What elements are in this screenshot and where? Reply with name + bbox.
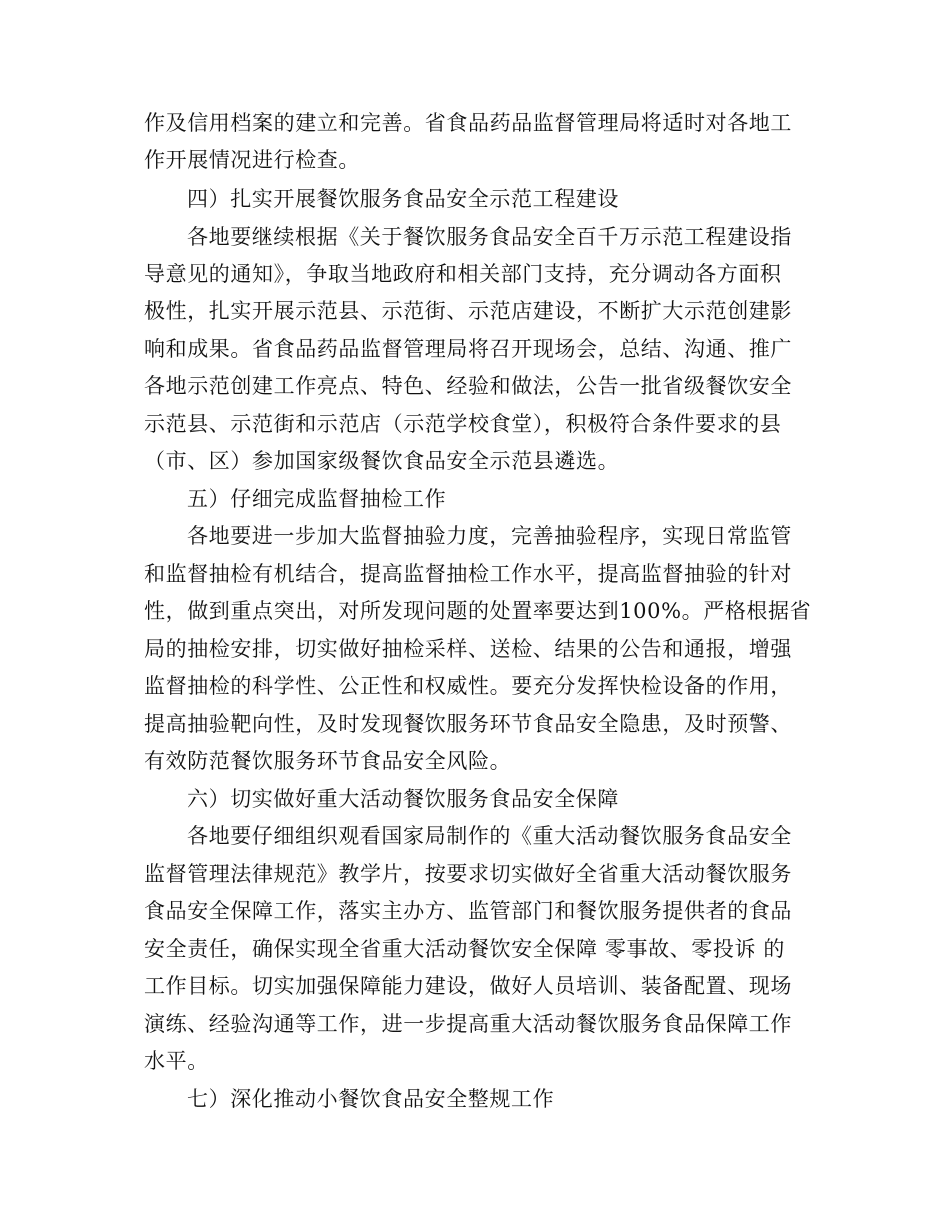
paragraph-line: 有效防范餐饮服务环节食品安全风险。 (144, 749, 512, 773)
paragraph-line: 和监督抽检有机结合，提高监督抽检工作水平，提高监督抽验的针对 (144, 562, 792, 586)
paragraph-line: 监督管理法律规范》教学片，按要求切实做好全省重大活动餐饮服务 (144, 862, 792, 886)
section-heading: 四）扎实开展餐饮服务食品安全示范工程建设 (187, 187, 619, 211)
paragraph-line: 水平。 (144, 1049, 209, 1073)
section-heading: 七）深化推动小餐饮食品安全整规工作 (187, 1087, 555, 1111)
paragraph-line: 食品安全保障工作，落实主办方、监管部门和餐饮服务提供者的食品 (144, 899, 792, 923)
paragraph-line: 作及信用档案的建立和完善。省食品药品监督管理局将适时对各地工 (144, 111, 792, 135)
paragraph-line: 作开展情况进行检查。 (144, 148, 360, 172)
paragraph-line: 各地要仔细组织观看国家局制作的《重大活动餐饮服务食品安全 (187, 824, 792, 848)
paragraph-line: 局的抽检安排，切实做好抽检采样、送检、结果的公告和通报，增强 (144, 637, 792, 661)
paragraph-line: 示范县、示范街和示范店（示范学校食堂），积极符合条件要求的县 (144, 412, 782, 436)
section-heading: 五）仔细完成监督抽检工作 (187, 487, 447, 511)
paragraph-line: （市、区）参加国家级餐饮食品安全示范县遴选。 (144, 449, 620, 473)
paragraph-line: 性，做到重点突出，对所发现问题的处置率要达到100%。严格根据省 (144, 599, 812, 623)
paragraph-line: 演练、经验沟通等工作，进一步提高重大活动餐饮服务食品保障工作 (144, 1012, 792, 1036)
paragraph-line: 各地要继续根据《关于餐饮服务食品安全百千万示范工程建设指 (187, 225, 792, 249)
paragraph-line: 工作目标。切实加强保障能力建设，做好人员培训、装备配置、现场 (144, 974, 792, 998)
paragraph-line: 监督抽检的科学性、公正性和权威性。要充分发挥快检设备的作用， (144, 674, 792, 698)
paragraph-line: 响和成果。省食品药品监督管理局将召开现场会，总结、沟通、推广 (144, 337, 792, 361)
paragraph-line: 安全责任，确保实现全省重大活动餐饮安全保障 零事故、零投诉 的 (144, 937, 785, 961)
paragraph-line: 导意见的通知》，争取当地政府和相关部门支持，充分调动各方面积 (144, 262, 782, 286)
section-heading: 六）切实做好重大活动餐饮服务食品安全保障 (187, 787, 619, 811)
paragraph-line: 各地要进一步加大监督抽验力度，完善抽验程序，实现日常监管 (187, 524, 792, 548)
paragraph-line: 极性，扎实开展示范县、示范街、示范店建设，不断扩大示范创建影 (144, 299, 792, 323)
paragraph-line: 提高抽验靶向性，及时发现餐饮服务环节食品安全隐患，及时预警、 (144, 712, 792, 736)
paragraph-line: 各地示范创建工作亮点、特色、经验和做法，公告一批省级餐饮安全 (144, 374, 792, 398)
